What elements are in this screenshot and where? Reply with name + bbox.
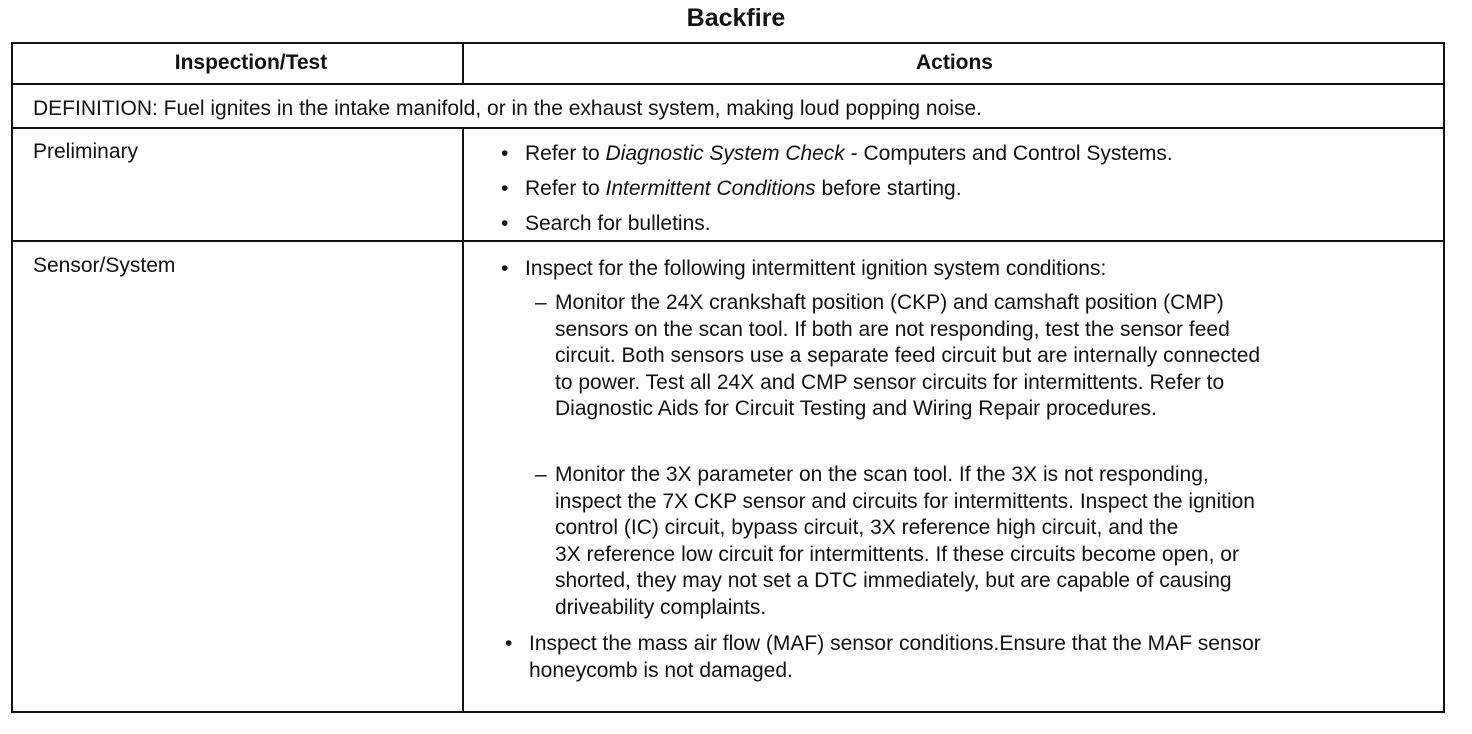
bullet-text: Inspect the mass air flow (MAF) sensor conditions.Ensure that the MAF sensor honeycomb is not damaged. bbox=[529, 632, 1261, 682]
definition-text: DEFINITION: Fuel ignites in the intake manifold, or in the exhaust system, making loud popping noise. bbox=[33, 97, 982, 120]
dash-marker: – bbox=[535, 291, 547, 314]
list-item bbox=[499, 175, 962, 202]
row-divider bbox=[13, 240, 1443, 242]
bullet-icon: • bbox=[505, 632, 513, 655]
list-item bbox=[499, 255, 1106, 282]
header-divider bbox=[13, 83, 1443, 85]
bullet-text-suffix: - Computers and Control Systems. bbox=[844, 142, 1173, 165]
row-label-sensor-system: Sensor/System bbox=[33, 254, 176, 277]
header-actions: Actions bbox=[915, 51, 993, 74]
dash-marker: – bbox=[535, 463, 547, 486]
bullet-text: Search for bulletins. bbox=[525, 212, 711, 235]
bullet-text-prefix: Refer to bbox=[525, 177, 606, 200]
row-label-preliminary: Preliminary bbox=[33, 140, 139, 163]
sub-list-item bbox=[535, 290, 1260, 423]
dash-text: Monitor the 3X parameter on the scan tool. If the 3X is not responding, inspect the 7X CKP sensor and circuits for intermittents. Inspect the ignition control (IC) circuit, bypass circuit, 3X reference high circuit, and the 3X reference low circuit for intermittents. If these circuits become open, or shorted, they may not set a DTC immediately, but are capable of causing driveability complaints. bbox=[555, 463, 1255, 619]
intermittent-conditions-reference: Intermittent Conditions bbox=[605, 177, 816, 200]
list-item bbox=[499, 140, 1173, 167]
bullet-text-prefix: Refer to bbox=[525, 142, 606, 165]
bullet-icon: • bbox=[501, 257, 509, 280]
bullet-text: Inspect for the following intermittent ignition system conditions: bbox=[525, 257, 1107, 280]
list-item bbox=[503, 630, 1261, 684]
diagnostic-table bbox=[11, 42, 1445, 713]
column-divider-body bbox=[462, 127, 464, 713]
bullet-text-suffix: before starting. bbox=[815, 177, 962, 200]
bullet-icon: • bbox=[501, 142, 509, 165]
definition-divider bbox=[13, 127, 1443, 129]
sub-list-item bbox=[535, 462, 1255, 621]
header-inspection-test: Inspection/Test bbox=[174, 51, 328, 74]
bullet-icon: • bbox=[501, 212, 509, 235]
dash-text: Monitor the 24X crankshaft position (CKP) and camshaft position (CMP) sensors on the scan tool. If both are not responding, test the sensor feed circuit. Both sensors use a separate feed circuit but are internally connected to power. Test all 24X and CMP sensor circuits for intermittents. Refer to Diagnostic Aids for Circuit Testing and Wiring Repair procedures. bbox=[555, 291, 1261, 420]
diagnostic-system-check-reference: Diagnostic System Check bbox=[605, 142, 845, 165]
page-title: Backfire bbox=[686, 4, 786, 32]
bullet-icon: • bbox=[501, 177, 509, 200]
list-item bbox=[499, 210, 711, 237]
